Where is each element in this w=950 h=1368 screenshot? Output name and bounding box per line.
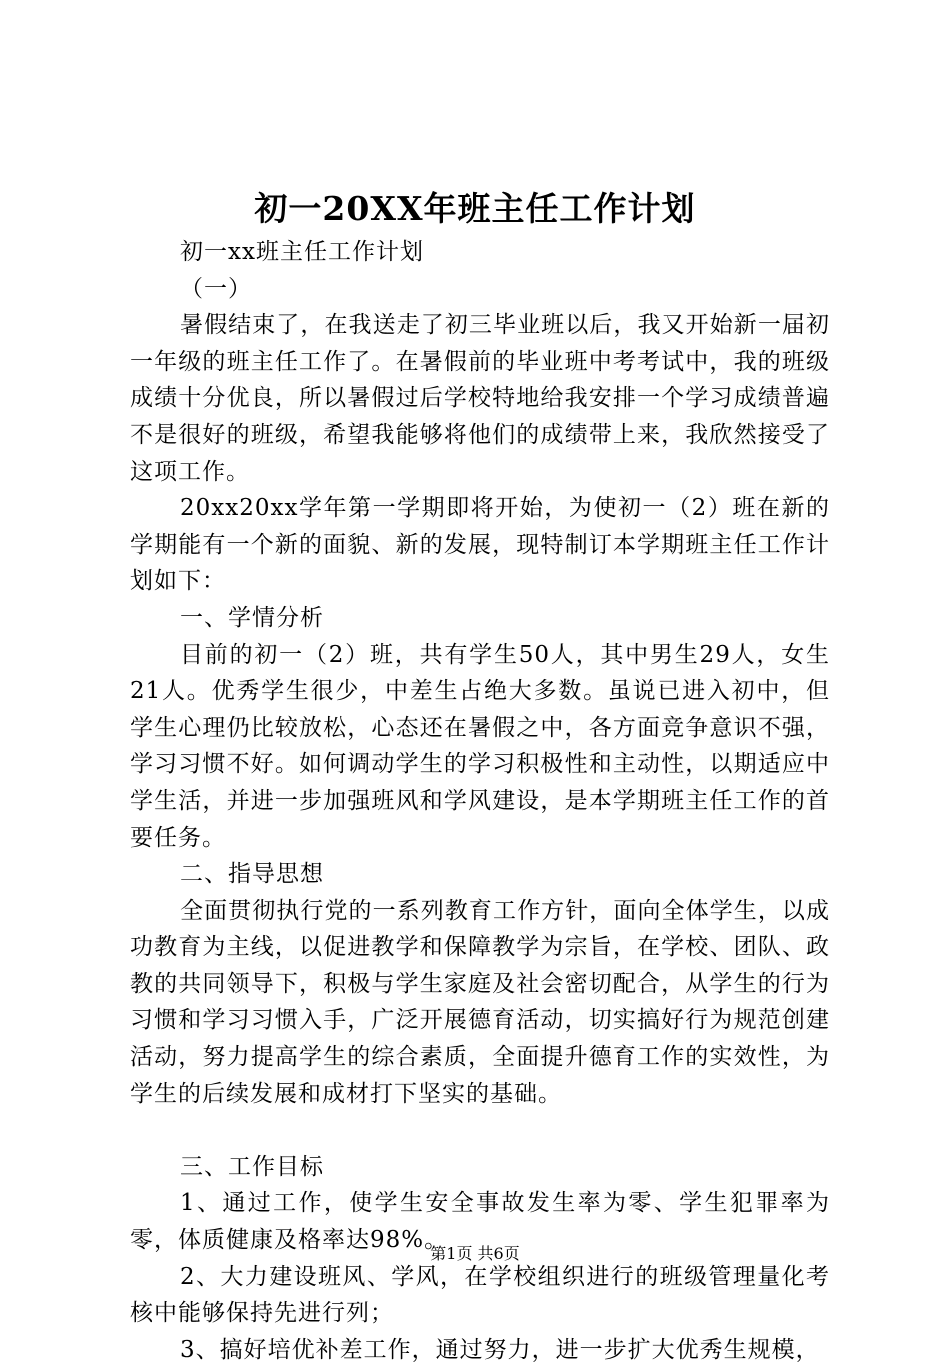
paragraph-intro: 暑假结束了，在我送走了初三毕业班以后，我又开始新一届初一年级的班主任工作了。在暑假前的毕业班中考考试中，我的班级成绩十分优良，所以暑假过后学校特地给我安排一个学习成绩普遍不是很好的班级，希望我能够将他们的成绩带上来，我欣然接受了这项工作。	[130, 312, 830, 485]
paragraph-plan: 20xx20xx学年第一学期即将开始，为使初一（2）班在新的学期能有一个新的面貌、新的发展，现特制订本学期班主任工作计划如下：	[130, 495, 830, 595]
goal-item-3: 3、搞好培优补差工作，通过努力，进一步扩大优秀生规模，	[180, 1336, 820, 1363]
goal-item-1: 1、通过工作，使学生安全事故发生率为零、学生犯罪率为零，体质健康及格率达98%。	[130, 1190, 830, 1254]
document-body	[130, 234, 830, 1368]
heading-guideline: 二、指导思想	[180, 861, 324, 888]
paragraph-guideline: 全面贯彻执行党的一系列教育工作方针，面向全体学生，以成功教育为主线，以促进教学和保障教学为宗旨，在学校、团队、政教的共同领导下，积极与学生家庭及社会密切配合，从学生的行为习惯和学习习惯入手，广泛开展德育活动，切实搞好行为规范创建活动，努力提高学生的综合素质，全面提升德育工作的实效性，为学生的后续发展和成材打下坚实的基础。	[130, 897, 830, 1107]
blank-line	[130, 1112, 830, 1149]
section-marker: （一）	[180, 275, 252, 302]
document-title: 初一20XX年班主任工作计划	[254, 189, 696, 228]
heading-situation: 一、学情分析	[180, 604, 324, 631]
subtitle-line: 初一xx班主任工作计划	[180, 239, 424, 265]
page-number-footer: 第1页 共6页	[430, 1244, 520, 1263]
paragraph-situation: 目前的初一（2）班，共有学生50人，其中男生29人，女生21人。优秀学生很少，中差生占绝大多数。虽说已进入初中，但学生心理仍比较放松，心态还在暑假之中，各方面竞争意识不强，学习习惯不好。如何调动学生的学习积极性和主动性，以期适应中学生活，并进一步加强班风和学风建设，是本学期班主任工作的首要任务。	[130, 641, 830, 851]
heading-goals: 三、工作目标	[180, 1153, 324, 1180]
goal-item-2: 2、大力建设班风、学风，在学校组织进行的班级管理量化考核中能够保持先进行列；	[130, 1263, 830, 1327]
